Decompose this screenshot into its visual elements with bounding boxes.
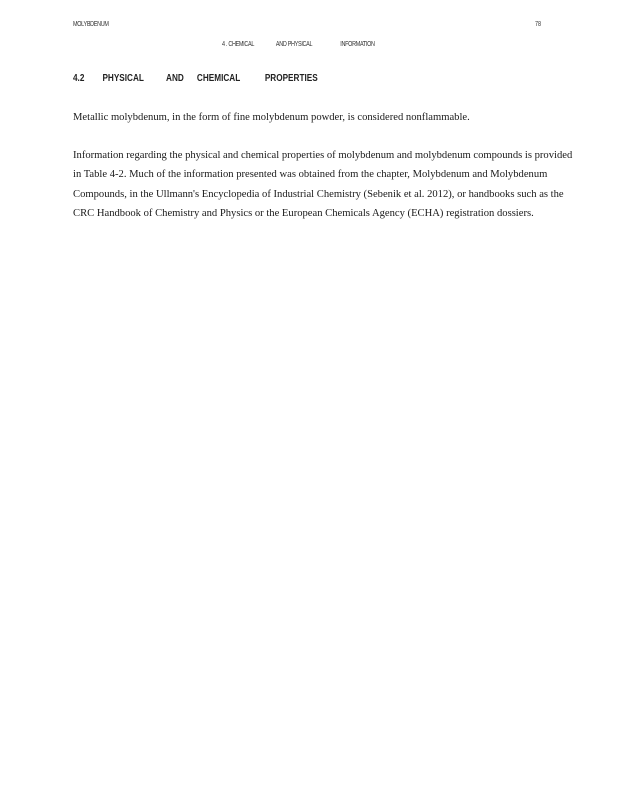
chapter-header-part: INFORMATION xyxy=(340,41,375,48)
chapter-header xyxy=(222,41,375,48)
paragraph-flammability: Metallic molybdenum, in the form of fine molybdenum powder, is considered nonflammable. xyxy=(73,112,470,123)
section-heading xyxy=(73,73,318,84)
section-number: 4.2 xyxy=(73,73,85,84)
section-title-word: PHYSICAL xyxy=(102,73,144,84)
paragraph-sources: Information regarding the physical and chemical properties of molybdenum and molybdenum compounds is provided in Table 4-2. Much of the information presented was obtained from the chapter, Molybdenum and Molybdenum Compounds, in the Ullmann's Encyclopedia of Industrial Chemistry (Sebenik et al. 2012), or handbooks such as the CRC Handbook of Chemistry and Physics or the European Chemicals Agency (ECHA) registration dossiers. xyxy=(73,150,573,220)
section-title-word: CHEMICAL xyxy=(196,73,241,84)
chapter-header-part: 4 . CHEMICAL xyxy=(222,41,255,48)
section-title-word: AND xyxy=(166,73,184,84)
section-title-word: PROPERTIES xyxy=(264,73,318,84)
chapter-header-part: AND PHYSICAL xyxy=(275,41,313,48)
running-title: MOLYBDENUM xyxy=(73,21,109,28)
page-number: 78 xyxy=(535,21,542,28)
